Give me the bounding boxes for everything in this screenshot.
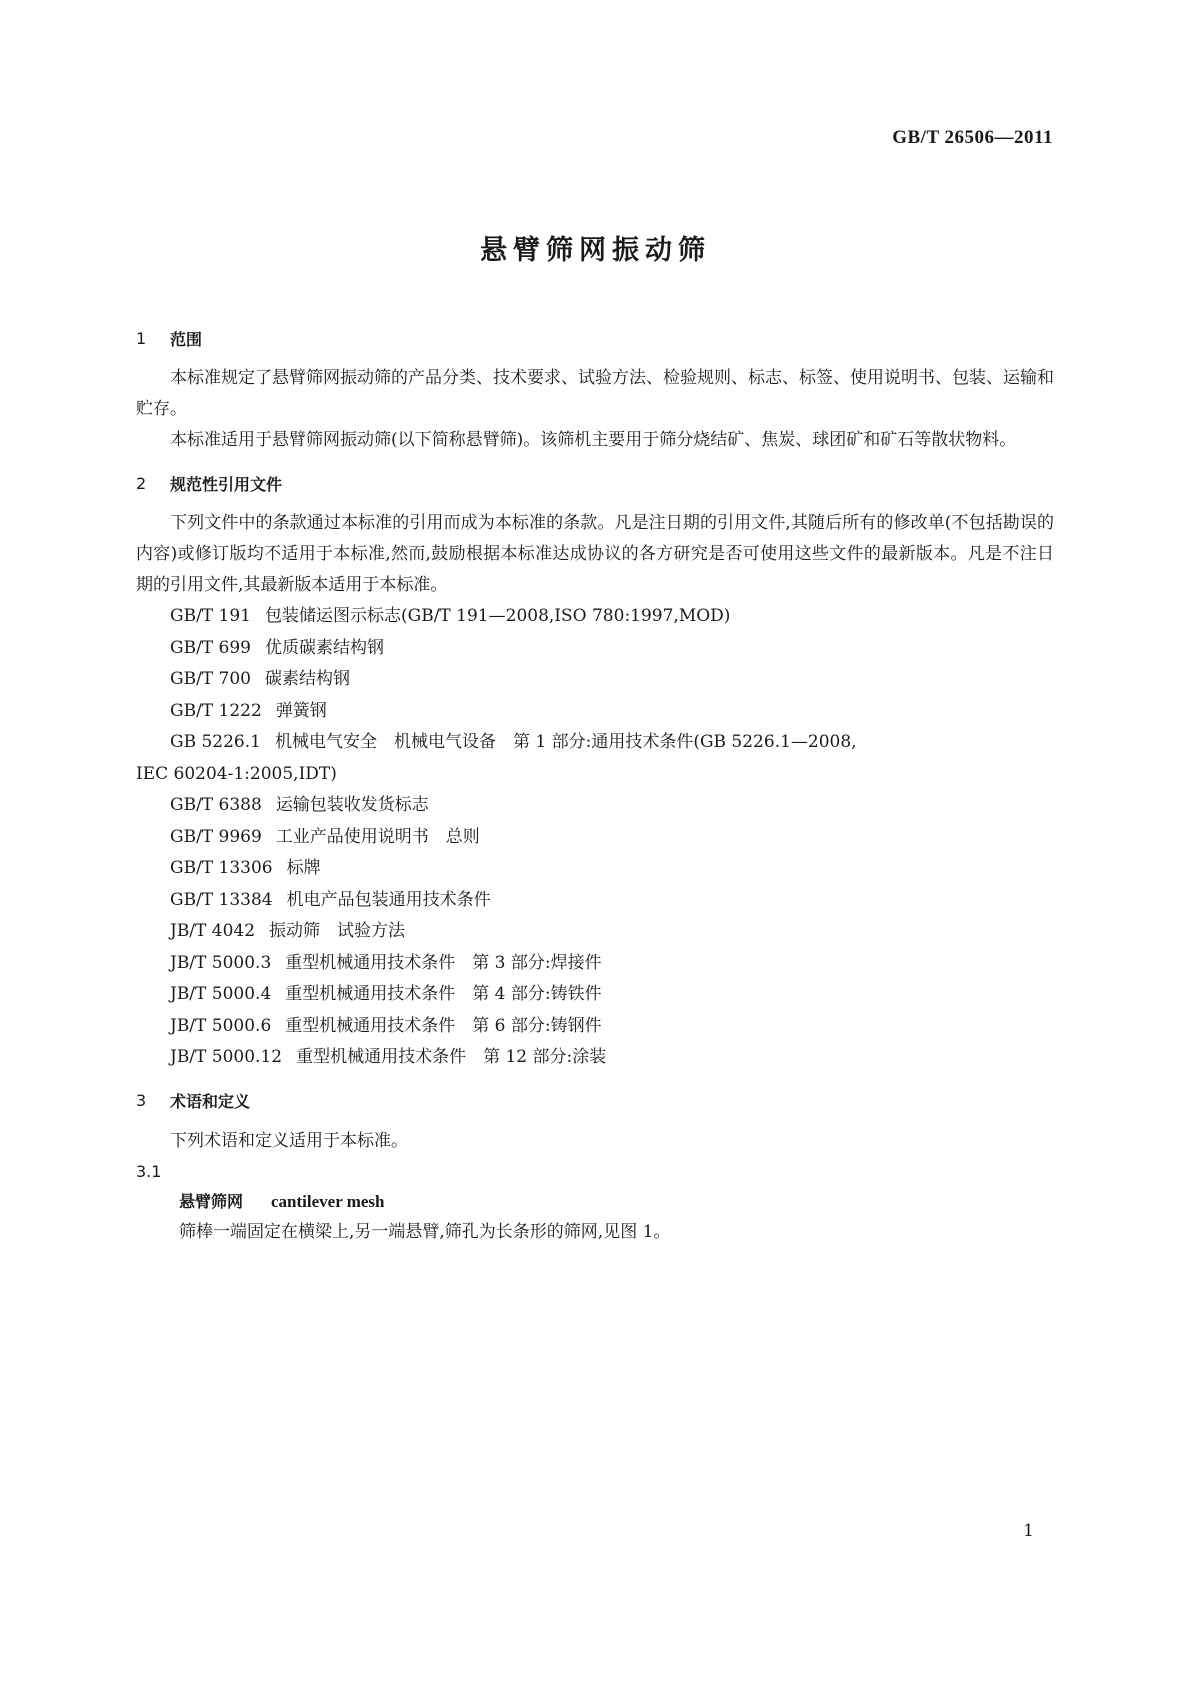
term-heading bbox=[136, 1187, 1054, 1217]
reference-title: 弹簧钢 bbox=[275, 700, 327, 721]
reference-title: 包装储运图示标志(GB/T 191—2008,ISO 780:1997,MOD) bbox=[265, 606, 731, 626]
reference-code: GB/T 6388 bbox=[170, 795, 262, 815]
reference-code: GB/T 1222 bbox=[170, 700, 262, 721]
reference-item bbox=[136, 1011, 1054, 1043]
reference-title: 优质碳素结构钢 bbox=[265, 637, 384, 658]
reference-title: 标牌 bbox=[286, 858, 321, 878]
term-chinese: 悬臂筛网 bbox=[179, 1191, 244, 1211]
reference-title: 机械电气安全 机械电气设备 第 1 部分:通用技术条件(GB 5226.1—2008, bbox=[274, 732, 857, 752]
reference-code: GB/T 191 bbox=[170, 606, 251, 626]
reference-item bbox=[136, 696, 1054, 728]
reference-code: GB 5226.1 bbox=[170, 732, 261, 752]
reference-title: 重型机械通用技术条件 第 3 部分:焊接件 bbox=[285, 952, 602, 973]
reference-title: 机电产品包装通用技术条件 bbox=[286, 889, 491, 910]
reference-title-continuation: IEC 60204-1:2005,IDT) bbox=[136, 763, 337, 784]
section-2-heading bbox=[136, 470, 1054, 496]
section-number: 1 bbox=[136, 328, 147, 348]
reference-item bbox=[136, 790, 1054, 822]
scope-paragraph-1: 本标准规定了悬臂筛网振动筛的产品分类、技术要求、试验方法、检验规则、标志、标签、使用说明书、包装、运输和贮存。 bbox=[136, 368, 1054, 419]
term-definition: 筛棒一端固定在横梁上,另一端悬臂,筛孔为长条形的筛网,见图 1。 bbox=[179, 1221, 671, 1242]
reference-item bbox=[136, 853, 1054, 885]
reference-code: JB/T 5000.3 bbox=[170, 952, 272, 973]
section-3-heading bbox=[136, 1088, 1054, 1114]
section-1-heading bbox=[136, 325, 1054, 351]
reference-title: 振动筛 试验方法 bbox=[269, 921, 406, 941]
reference-item bbox=[136, 822, 1054, 854]
document-body bbox=[136, 325, 1054, 1247]
term-number: 3.1 bbox=[136, 1162, 162, 1181]
reference-code: GB/T 699 bbox=[170, 637, 251, 658]
page-title: 悬臂筛网振动筛 bbox=[480, 235, 711, 266]
standard-code: GB/T 26506—2011 bbox=[892, 127, 1053, 148]
reference-item bbox=[136, 633, 1054, 665]
reference-title: 工业产品使用说明书 总则 bbox=[275, 826, 480, 847]
reference-item bbox=[136, 885, 1054, 917]
reference-title: 碳素结构钢 bbox=[265, 669, 350, 689]
reference-item bbox=[136, 979, 1054, 1011]
reference-item bbox=[136, 916, 1054, 948]
term-english: cantilever mesh bbox=[271, 1191, 385, 1211]
reference-item bbox=[136, 1042, 1054, 1074]
reference-code: JB/T 4042 bbox=[170, 921, 256, 941]
reference-title: 重型机械通用技术条件 第 4 部分:铸铁件 bbox=[285, 984, 602, 1004]
reference-code: JB/T 5000.6 bbox=[170, 1015, 272, 1036]
reference-code: JB/T 5000.4 bbox=[170, 984, 272, 1004]
section-title: 范围 bbox=[170, 329, 203, 349]
page-number: 1 bbox=[1023, 1521, 1034, 1541]
reference-title: 重型机械通用技术条件 第 12 部分:涂装 bbox=[296, 1047, 607, 1067]
reference-code: GB/T 700 bbox=[170, 669, 251, 689]
section-title: 规范性引用文件 bbox=[170, 474, 283, 494]
reference-item bbox=[136, 727, 1054, 790]
reference-item bbox=[136, 601, 1054, 633]
section-number: 2 bbox=[136, 473, 147, 493]
reference-code: GB/T 9969 bbox=[170, 826, 262, 847]
reference-code: GB/T 13384 bbox=[170, 889, 273, 910]
reference-list bbox=[136, 601, 1054, 1074]
references-intro: 下列文件中的条款通过本标准的引用而成为本标准的条款。凡是注日期的引用文件,其随后所有的修改单(不包括勘误的内容)或修订版均不适用于本标准,然而,鼓励根据本标准达成协议的各方研究是否可使用这些文件的最新版本。凡是不注日期的引用文件,其最新版本适用于本标准。 bbox=[136, 513, 1054, 595]
reference-item bbox=[136, 664, 1054, 696]
reference-title: 运输包装收发货标志 bbox=[275, 795, 429, 815]
reference-title: 重型机械通用技术条件 第 6 部分:铸钢件 bbox=[285, 1015, 602, 1036]
reference-code: GB/T 13306 bbox=[170, 858, 273, 878]
reference-item bbox=[136, 948, 1054, 980]
scope-paragraph-2: 本标准适用于悬臂筛网振动筛(以下简称悬臂筛)。该筛机主要用于筛分烧结矿、焦炭、球团矿和矿石等散状物料。 bbox=[170, 430, 1017, 450]
terms-intro: 下列术语和定义适用于本标准。 bbox=[170, 1130, 408, 1151]
reference-code: JB/T 5000.12 bbox=[170, 1047, 283, 1067]
section-title: 术语和定义 bbox=[170, 1092, 251, 1111]
section-number: 3 bbox=[136, 1091, 147, 1110]
